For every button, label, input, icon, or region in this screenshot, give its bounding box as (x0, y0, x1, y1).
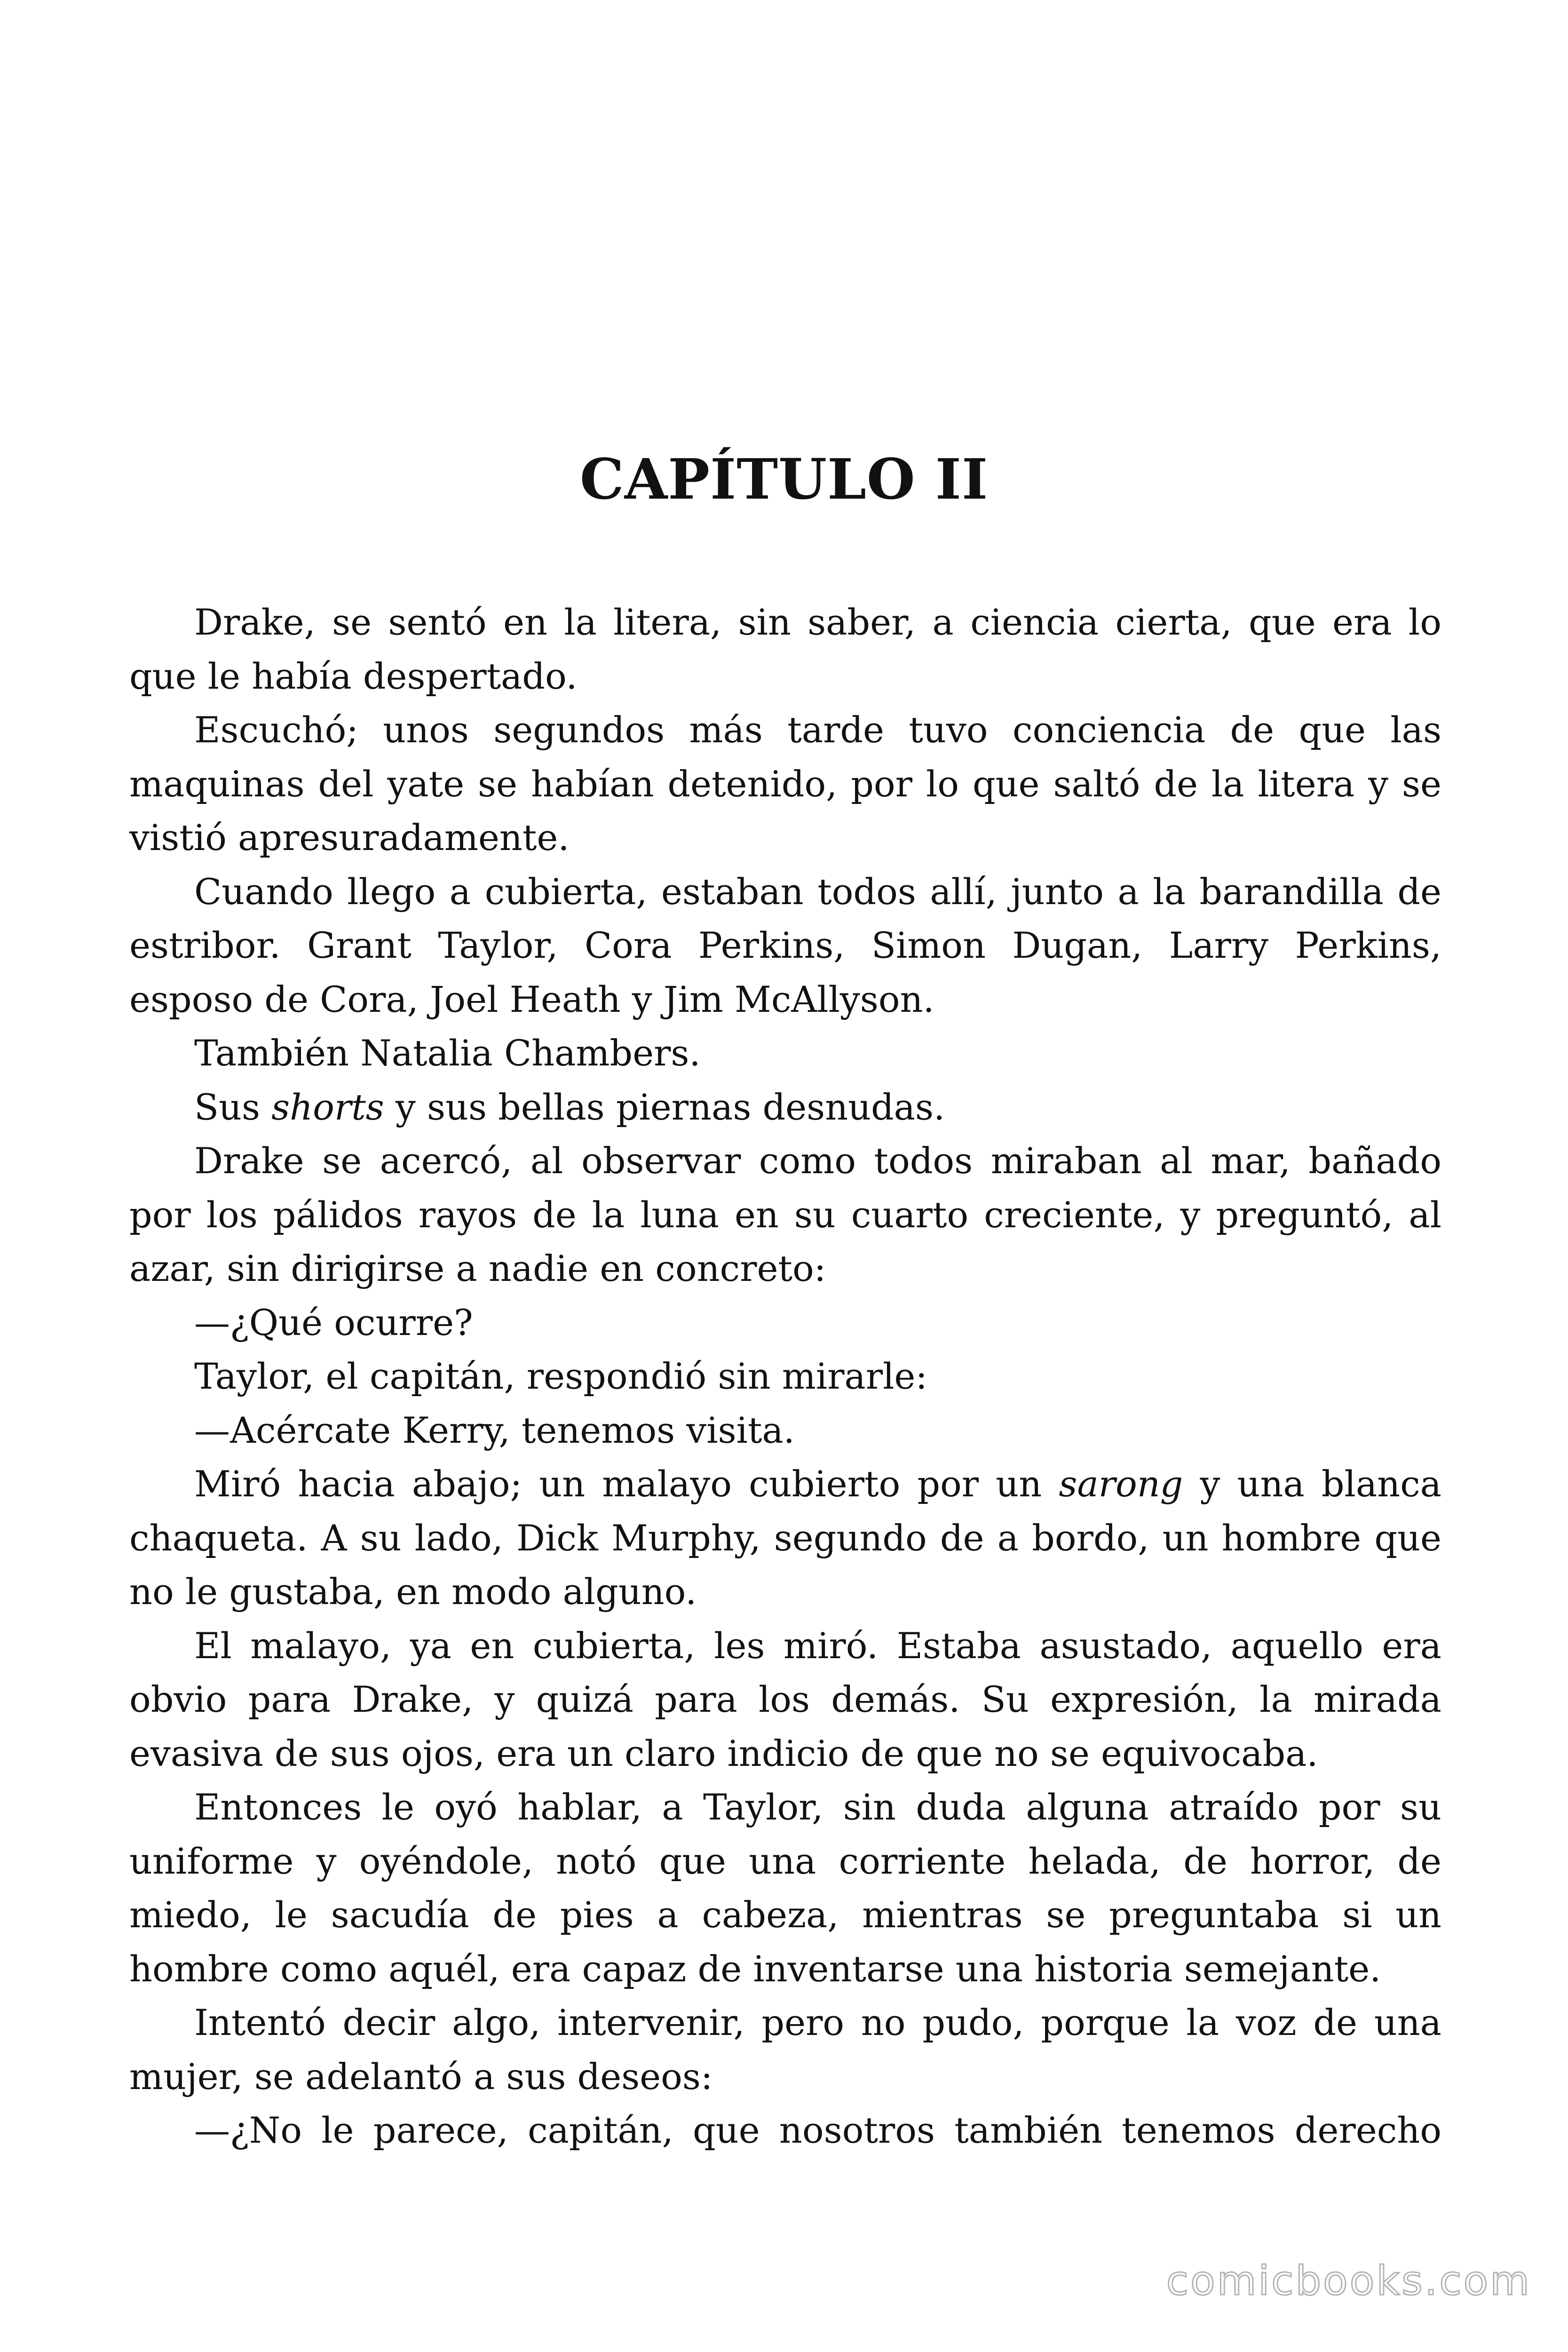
chapter-body (129, 596, 1441, 2158)
paragraph: Drake se acercó, al observar como todos miraban al mar, bañado por los pálidos rayos de la luna en su cuarto creciente, y preguntó, al azar, sin dirigirse a nadie en concreto: (129, 1140, 1441, 1289)
dialogue-line: —Acércate Kerry, tenemos visita. (194, 1409, 795, 1451)
dialogue-line: —¿Qué ocurre? (194, 1301, 473, 1343)
paragraph: El malayo, ya en cubierta, les miró. Estaba asustado, aquello era obvio para Drake, y quizá para los demás. Su expresión, la mirada evasiva de sus ojos, era un claro indicio de que no se equivocaba. (129, 1624, 1441, 1774)
paragraph: Escuchó; unos segundos más tarde tuvo conciencia de que las maquinas del yate se habían detenido, por lo que saltó de la litera y se vistió apresuradamente. (129, 709, 1441, 858)
chapter-title: CAPÍTULO II (579, 446, 989, 512)
watermark: comicbooks.com (1166, 2257, 1531, 2304)
paragraph (129, 1081, 1441, 1135)
paragraph-text: y una blanca chaqueta. A su lado, Dick Murphy, segundo de a bordo, un hombre que no le gustaba, en modo alguno. (129, 1463, 1441, 1613)
paragraph: Intentó decir algo, intervenir, pero no pudo, porque la voz de una mujer, se adelantó a sus deseos: (129, 2002, 1441, 2098)
paragraph: Drake, se sentó en la litera, sin saber, a ciencia cierta, que era lo que le había despertado. (129, 601, 1441, 697)
dialogue-line: —¿No le parece, capitán, que nosotros también tenemos derecho (194, 2109, 1441, 2151)
paragraph: También Natalia Chambers. (194, 1032, 701, 1074)
paragraph-text: y sus bellas piernas desnudas. (384, 1086, 945, 1128)
paragraph-text: Sus (194, 1086, 272, 1128)
paragraph: Cuando llego a cubierta, estaban todos allí, junto a la barandilla de estribor. Grant Taylor, Cora Perkins, Simon Dugan, Larry Perkins, esposo de Cora, Joel Heath y Jim McAllyson. (129, 870, 1441, 1020)
paragraph: Entonces le oyó hablar, a Taylor, sin duda alguna atraído por su uniforme y oyéndole, notó que una corriente helada, de horror, de miedo, le sacudía de pies a cabeza, mientras se preguntaba si un hombre como aquél, era capaz de inventarse una historia semejante. (129, 1786, 1441, 1990)
italic-term: shorts (271, 1086, 384, 1128)
paragraph-text: Miró hacia abajo; un malayo cubierto por un (194, 1463, 1059, 1505)
paragraph (129, 1457, 1441, 1619)
italic-term: sarong (1059, 1463, 1183, 1505)
paragraph: Taylor, el capitán, respondió sin mirarle: (194, 1355, 927, 1397)
